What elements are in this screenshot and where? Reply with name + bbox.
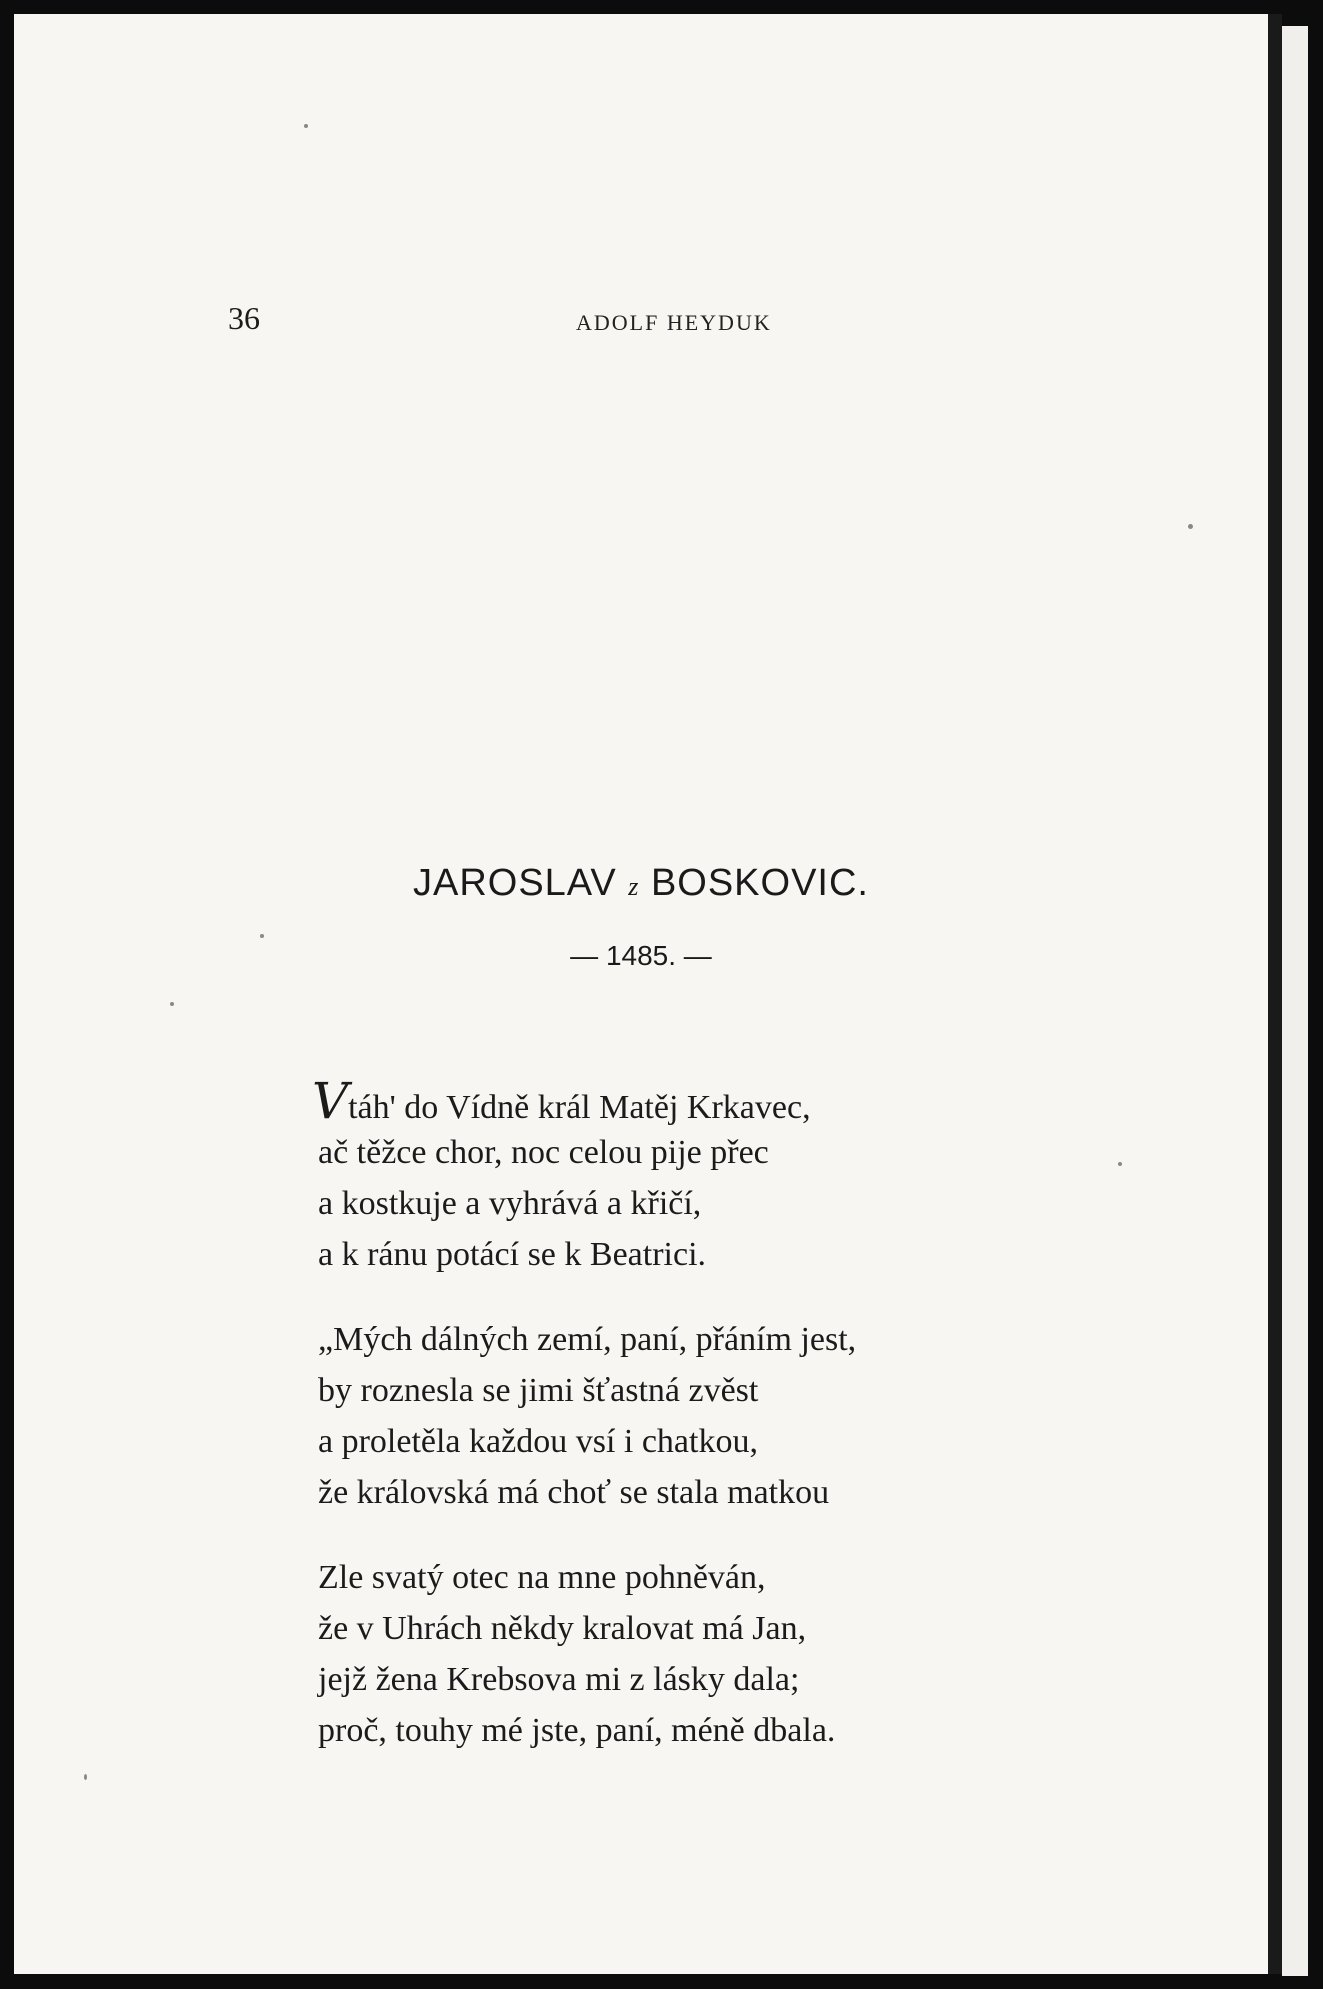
poem-line: že královská má choť se stala matkou [318, 1474, 830, 1511]
poem-line: proč, touhy mé jste, paní, méně dbala. [318, 1712, 836, 1749]
poem-line: Zle svatý otec na mne pohněván, [318, 1559, 766, 1596]
running-head: ADOLF HEYDUK [576, 310, 772, 335]
paper-speck [260, 934, 264, 938]
paper-speck [304, 124, 308, 128]
poem-line: ač těžce chor, noc celou pije přec [318, 1134, 769, 1171]
poem-line [312, 1072, 1178, 1130]
poem-line: jejž žena Krebsova mi z lásky dala; [318, 1661, 800, 1698]
poem-body [312, 1072, 1178, 1790]
poem-line: „Mých dálných zemí, paní, přáním jest, [318, 1321, 857, 1358]
poem-subtitle: — 1485. — [570, 940, 712, 971]
poem-title-main: JAROSLAV [412, 862, 617, 904]
paper-speck [1188, 524, 1193, 529]
poem-line: a proletěla každou vsí i chatkou, [318, 1423, 758, 1460]
drop-initial: V [312, 1072, 349, 1130]
poem-line: a kostkuje a vyhrává a křičí, [318, 1185, 702, 1222]
scan-border [1308, 0, 1323, 1989]
stanza-1 [312, 1072, 1178, 1280]
poem-line: a k ránu potácí se k Beatrici. [318, 1236, 707, 1273]
page-gutter [1268, 14, 1282, 1974]
stanza-3 [318, 1552, 1178, 1756]
paper-speck [170, 1002, 174, 1006]
paper-speck [84, 1774, 87, 1780]
poem-title-end: BOSKOVIC. [650, 862, 869, 904]
poem-title [14, 862, 1268, 905]
page-number: 36 [228, 300, 260, 336]
stanza-2 [318, 1314, 1178, 1518]
paper-speck [1118, 1162, 1122, 1166]
page-header [228, 292, 1168, 342]
poem-line: že v Uhrách někdy kralovat má Jan, [318, 1610, 807, 1647]
poem-title-small: z [628, 872, 640, 901]
book-page [14, 14, 1268, 1974]
poem-line-text: táh' do Vídně král Matěj Krkavec, [348, 1089, 811, 1126]
poem-line: by roznesla se jimi šťastná zvěst [318, 1372, 759, 1409]
facing-page-edge [1282, 26, 1308, 1976]
